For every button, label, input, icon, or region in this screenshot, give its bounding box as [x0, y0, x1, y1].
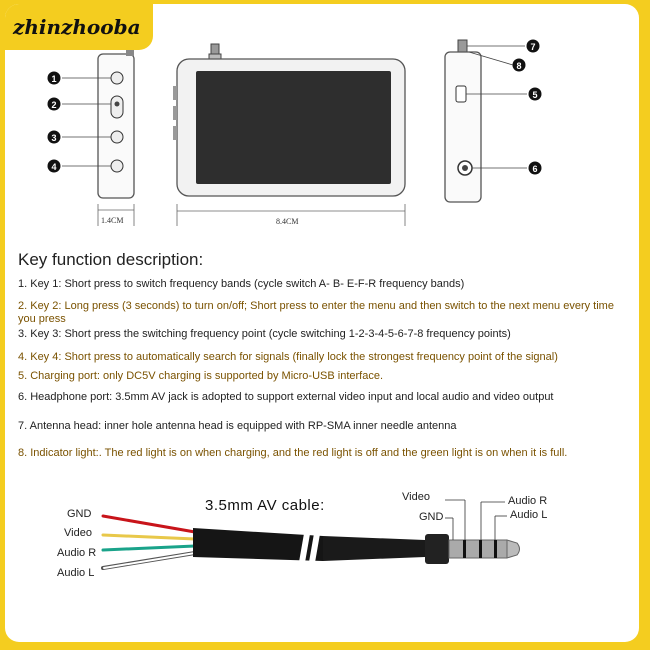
list-item: 4. Key 4: Short press to automatically search for signals (finally lock the strongest frequency point of the signal): [18, 351, 558, 363]
marker-6-label: 6: [532, 164, 538, 174]
wire-audio-l-core: [104, 553, 195, 568]
wire-label-audio-l: Audio L: [57, 567, 95, 579]
wire-video: [103, 535, 195, 539]
wire-label-audio-r: Audio R: [57, 547, 97, 559]
marker-8-label: 8: [516, 61, 522, 71]
marker-3: [48, 131, 61, 144]
wire-label-video: Video: [64, 527, 92, 539]
wire-label-gnd: GND: [67, 508, 92, 520]
plug-label-audio-l: Audio L: [510, 509, 548, 521]
product-card: [5, 4, 639, 642]
key4-button: [111, 160, 123, 172]
marker-1: [48, 72, 61, 85]
marker-4: [48, 160, 61, 173]
marker-5: [529, 88, 542, 101]
marker-4-label: 4: [51, 162, 57, 172]
marker-1-label: 1: [51, 74, 57, 84]
list-item: 8. Indicator light:. The red light is on when charging, and the red light is off and the green light is on when it is full.: [18, 447, 568, 459]
section-heading: Key function description:: [18, 250, 204, 269]
dim-side-label: 1.4CM: [101, 216, 124, 225]
plug-label-video: Video: [402, 491, 430, 503]
marker-5-label: 5: [532, 90, 538, 100]
list-item: 1. Key 1: Short press to switch frequency bands (cycle switch A- B- E-F-R frequency bands): [18, 278, 465, 290]
marker-2: [48, 98, 61, 111]
marker-7: [527, 40, 540, 53]
wire-gnd: [103, 516, 195, 532]
plug-label-gnd: GND: [419, 511, 444, 523]
cable-title: 3.5mm AV cable:: [205, 497, 325, 514]
plug-body: [425, 534, 449, 564]
marker-3-label: 3: [51, 133, 57, 143]
front-view-screen: [196, 71, 391, 184]
wire-audio-r: [103, 546, 195, 550]
dim-front-label: 8.4CM: [276, 217, 299, 226]
list-item: 6. Headphone port: 3.5mm AV jack is adopted to support external video input and local audio and video output: [18, 391, 554, 403]
key2-button: [111, 96, 123, 118]
key1-button: [111, 72, 123, 84]
list-item: 2. Key 2: Long press (3 seconds) to turn on/off; Short press to enter the menu and then switch to the next menu every time you press: [18, 300, 614, 325]
marker-2-label: 2: [51, 100, 57, 110]
list-item: 7. Antenna head: inner hole antenna head is equipped with RP-SMA inner needle antenna: [18, 420, 457, 432]
marker-8: [513, 59, 526, 72]
plug-shaft: [449, 540, 507, 558]
list-item: 5. Charging port: only DC5V charging is supported by Micro-USB interface.: [18, 370, 384, 382]
brand-name: zhinzhooba: [13, 15, 141, 39]
marker-6: [529, 162, 542, 175]
brand-badge: [5, 4, 153, 50]
micro-usb-port: [456, 86, 466, 102]
plug-strain-relief: [323, 536, 425, 561]
marker-7-label: 7: [530, 42, 536, 52]
right-view-device: [445, 52, 481, 202]
list-item: 3. Key 3: Short press the switching frequency point (cycle switching 1-2-3-4-5-6-7-8 frequency points): [18, 328, 511, 340]
plug-tip: [507, 540, 520, 558]
key3-button: [111, 131, 123, 143]
plug-label-audio-r: Audio R: [508, 495, 548, 507]
